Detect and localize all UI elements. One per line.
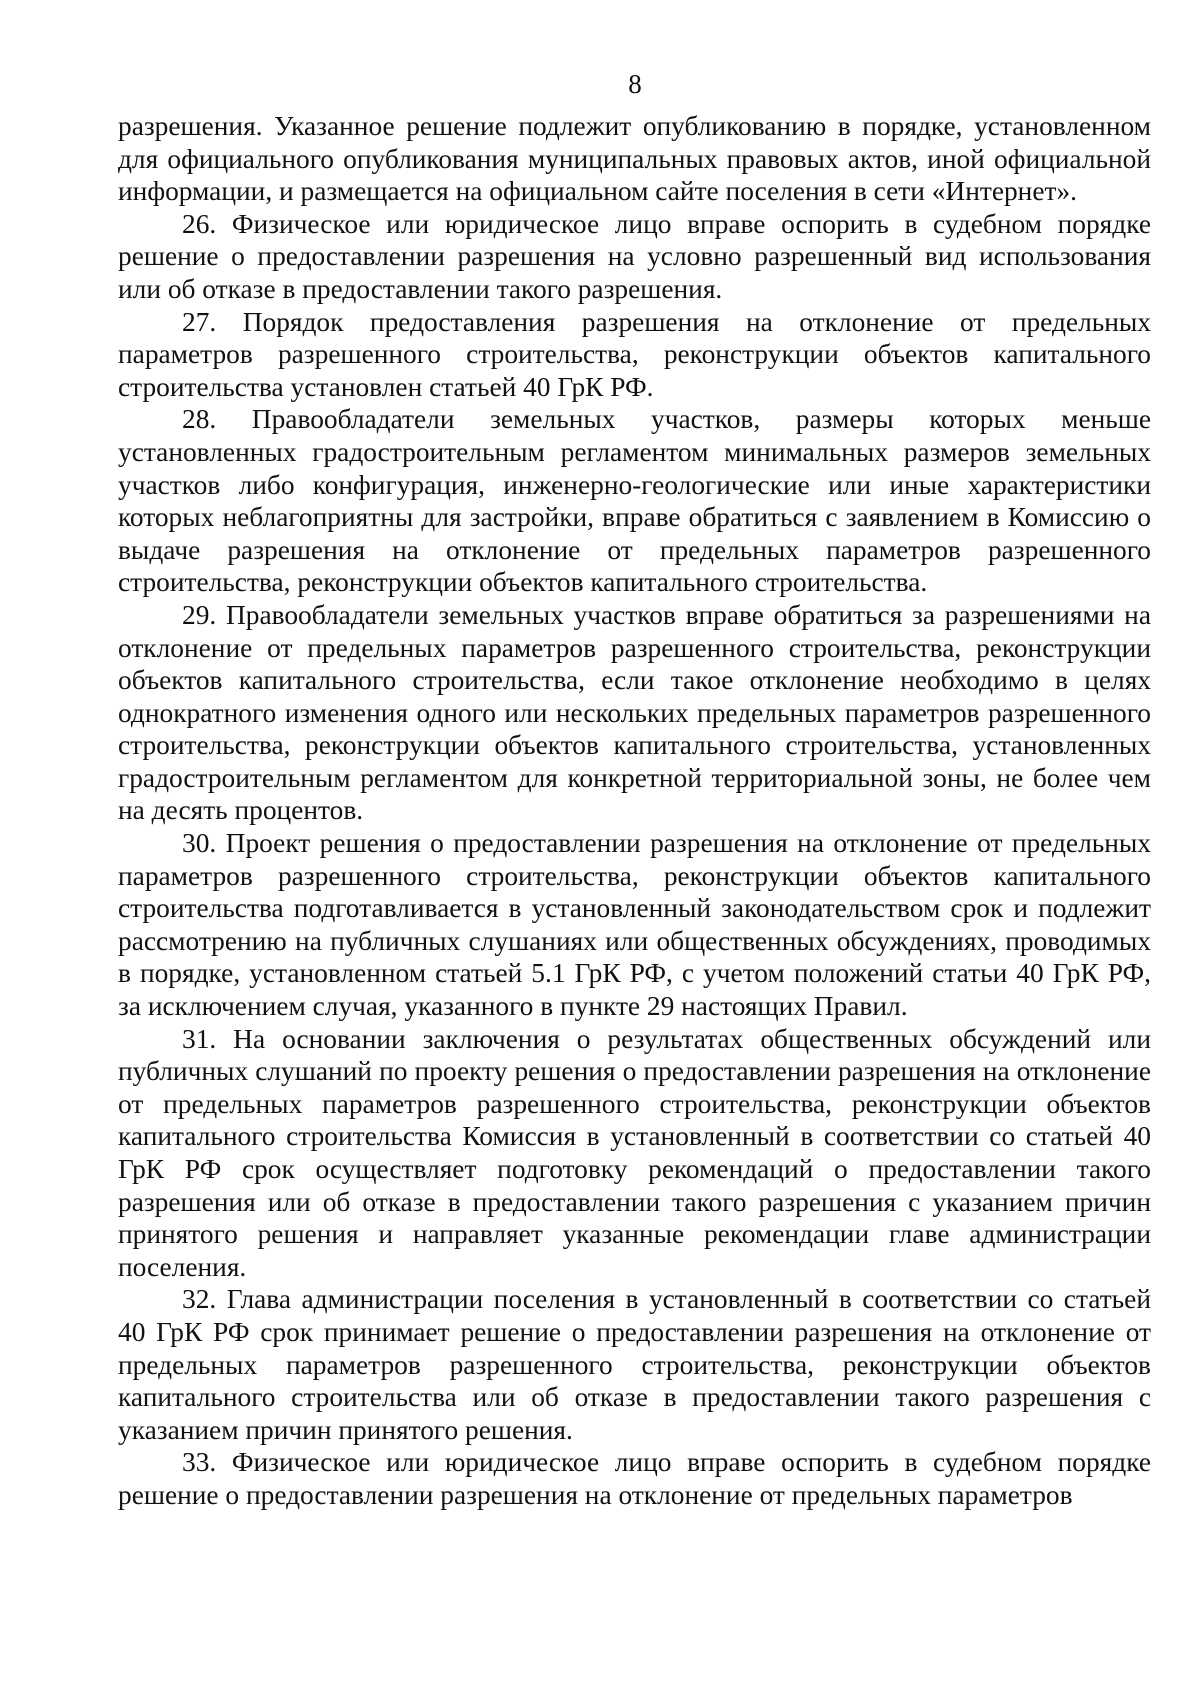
paragraph-28: 28. Правообладатели земельных участков, размеры которых меньше установленных градостроительным регламентом минимальных размеров земельных участков либо конфигурация, инженерно-геологические или иные характеристики которых неблагоприятны для застройки, вправе обратиться с заявлением в Комиссию о выдаче разрешения на отклонение от предельных параметров разрешенного строительства, реконструкции объектов капитального строительства. xyxy=(118,404,1151,598)
paragraph-27: 27. Порядок предоставления разрешения на отклонение от предельных параметров разрешенного строительства, реконструкции объектов капитального строительства установлен статьей 40 ГрК РФ. xyxy=(118,306,1151,402)
paragraph-30: 30. Проект решения о предоставлении разрешения на отклонение от предельных параметров разрешенного строительства, реконструкции объектов капитального строительства подготавливается в установленный законодательством срок и подлежит рассмотрению на публичных слушаниях или общественных обсуждениях, проводимых в порядке, установленном статьей 5.1 ГрК РФ, с учетом положений статьи 40 ГрК РФ, за исключением случая, указанного в пункте 29 настоящих Правил. xyxy=(118,828,1151,1022)
page-number: 8 xyxy=(628,69,642,99)
paragraph-31: 31. На основании заключения о результатах общественных обсуждений или публичных слушаний по проекту решения о предоставлении разрешения на отклонение от предельных параметров разрешенного строительства, реконструкции объектов капитального строительства Комиссия в установленный в соответствии со статьей 40 ГрК РФ срок осуществляет подготовку рекомендаций о предоставлении такого разрешения или об отказе в предоставлении такого разрешения с указанием причин принятого решения и направляет указанные рекомендации главе администрации поселения. xyxy=(118,1023,1151,1282)
paragraph-32: 32. Глава администрации поселения в установленный в соответствии со статьей 40 ГрК РФ срок принимает решение о предоставлении разрешения на отклонение от предельных параметров разрешенного строительства, реконструкции объектов капитального строительства или об отказе в предоставлении такого разрешения с указанием причин принятого решения. xyxy=(118,1284,1151,1445)
paragraph-26: 26. Физическое или юридическое лицо вправе оспорить в судебном порядке решение о предоставлении разрешения на условно разрешенный вид использования или об отказе в предоставлении такого разрешения. xyxy=(118,208,1151,304)
paragraph-continuation: разрешения. Указанное решение подлежит опубликованию в порядке, установленном для официального опубликования муниципальных правовых актов, иной официальной информации, и размещается на официальном сайте поселения в сети «Интернет». xyxy=(118,111,1151,207)
paragraph-29: 29. Правообладатели земельных участков вправе обратиться за разрешениями на отклонение от предельных параметров разрешенного строительства, реконструкции объектов капитального строительства, если такое отклонение необходимо в целях однократного изменения одного или нескольких предельных параметров разрешенного строительства, реконструкции объектов капитального строительства, установленных градостроительным регламентом для конкретной территориальной зоны, не более чем на десять процентов. xyxy=(118,599,1151,826)
document-body xyxy=(118,110,1151,1512)
paragraph-33: 33. Физическое или юридическое лицо вправе оспорить в судебном порядке решение о предоставлении разрешения на отклонение от предельных параметров xyxy=(118,1447,1151,1510)
